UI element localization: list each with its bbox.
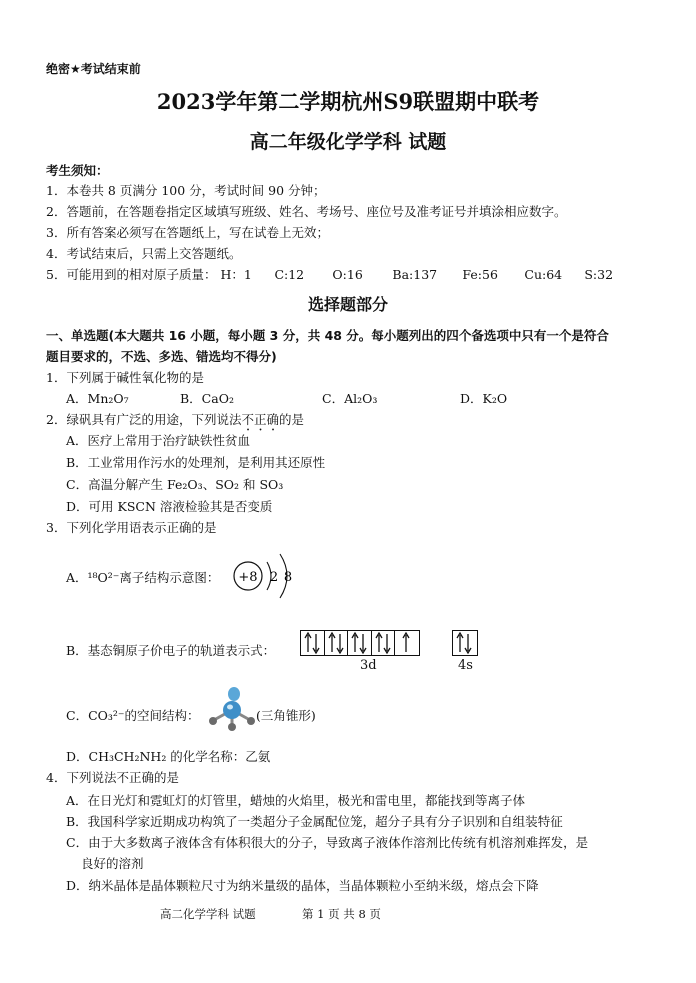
- q2-stem-before: 2．绿矾具有广泛的用途，下列说法: [46, 412, 242, 427]
- orbital-3d-box-1: [301, 631, 325, 655]
- ion-structure-diagram: [228, 545, 298, 605]
- notice-heading: 考生须知：: [46, 163, 109, 178]
- orbital-3d: [300, 630, 420, 656]
- orbital-3d-box-5: [395, 631, 419, 655]
- q2-option-d: D．可用 KSCN 溶液检验其是否变质: [66, 499, 273, 514]
- q3-stem: 3．下列化学用语表示正确的是: [46, 520, 217, 535]
- notice-item-4: 4．考试结束后，只需上交答题纸。: [46, 246, 242, 261]
- orbital-3d-box-3: [348, 631, 372, 655]
- confidential-label: 绝密★考试结束前: [46, 62, 141, 76]
- q3-option-c: C．CO₃²⁻的空间结构：: [66, 708, 200, 723]
- q4-option-a: A．在日光灯和霓虹灯的灯管里，蜡烛的火焰里，极光和雷电里，都能找到等离子体: [66, 793, 526, 808]
- notice-item-5: [46, 265, 613, 283]
- q4-option-c-continued: 良好的溶剂: [81, 856, 144, 871]
- section-title: 选择题部分: [307, 295, 388, 314]
- notice-item-1: 1．本卷共 8 页满分 100 分，考试时间 90 分钟；: [46, 183, 326, 198]
- q3-option-a-text: ¹⁸O²⁻离子结构示意图：: [87, 570, 220, 585]
- orbital-4s: [452, 630, 478, 656]
- footer-page-number: 第 1 页 共 8 页: [302, 907, 381, 921]
- orbital-3d-box-4: [372, 631, 396, 655]
- notice-item-2: 2．答题前，在答题卷指定区域填写班级、姓名、考场号、座位号及准考证号并填涂相应数字。: [46, 204, 567, 219]
- trigonal-pyramid-molecule-model: [204, 684, 260, 732]
- mass-s: S:32: [584, 267, 614, 282]
- q1-stem: 1．下列属于碱性氧化物的是: [46, 370, 204, 385]
- q2-option-b: B．工业常用作污水的处理剂，是利用其还原性: [66, 455, 326, 470]
- q3-option-b: B．基态铜原子价电子的轨道表示式：: [66, 643, 276, 658]
- mass-c: C:12: [274, 267, 305, 282]
- q1-option-c: C．Al₂O₃: [322, 391, 378, 406]
- mass-cu: Cu:64: [524, 267, 563, 282]
- q4-option-b: B．我国科学家近期成功构筑了一类超分子金属配位笼，超分子具有分子识别和自组装特征: [66, 814, 563, 829]
- instruction-line-2: 题目要求的，不选、多选、错选均不得分): [46, 349, 277, 364]
- q3-option-d: D．CH₃CH₂NH₂ 的化学名称：乙氨: [66, 749, 271, 764]
- q2-option-c: C．高温分解产生 Fe₂O₃、SO₂ 和 SO₃: [66, 477, 284, 492]
- q1-option-b: B．CaO₂: [180, 391, 234, 406]
- orbital-4s-label: 4s: [458, 658, 473, 673]
- exam-title: 2023学年第二学期杭州S9联盟期中联考: [156, 89, 540, 114]
- q3-option-c-note: (三角锥形): [256, 708, 316, 723]
- q4-option-d: D．纳米晶体是晶体颗粒尺寸为纳米量级的晶体，当晶体颗粒小至纳米级，熔点会下降: [66, 878, 539, 893]
- notice-item-3: 3．所有答案必须写在答题纸上，写在试卷上无效；: [46, 225, 329, 240]
- q2-stem-emphasis: 不正确: [241, 412, 279, 427]
- q2-stem-after: 的是: [278, 412, 304, 427]
- q3-option-a: [66, 568, 219, 586]
- orbital-3d-box-2: [325, 631, 349, 655]
- q1-option-a: A．Mn₂O₇: [66, 391, 129, 406]
- orbital-4s-box: [453, 631, 477, 655]
- q1-option-d: D．K₂O: [460, 391, 508, 406]
- footer-subject: 高二化学学科 试题: [160, 907, 256, 921]
- electron-shell-1-count: 2: [269, 570, 279, 585]
- mass-ba: Ba:137: [392, 267, 438, 282]
- electron-shell-2-count: 8: [283, 570, 293, 585]
- q3-option-a-prefix: A．: [66, 570, 88, 585]
- q4-stem: 4．下列说法不正确的是: [46, 770, 179, 785]
- instruction-line-1: 一、单选题(本大题共 16 小题，每小题 3 分，共 48 分。每小题列出的四个备选项中只有一个是符合: [46, 328, 609, 343]
- nucleus-charge: +8: [238, 570, 258, 585]
- mass-fe: Fe:56: [462, 267, 498, 282]
- mass-o: O:16: [332, 267, 363, 282]
- orbital-3d-label: 3d: [360, 658, 377, 673]
- notice-item-5-prefix: 5．可能用到的相对原子质量：: [46, 267, 217, 282]
- q2-option-a: A．医疗上常用于治疗缺铁性贫血: [66, 433, 251, 448]
- mass-h: H：1: [220, 267, 252, 282]
- q4-option-c: C．由于大多数离子液体含有体积很大的分子，导致离子液体作溶剂比传统有机溶剂难挥发，是: [66, 835, 589, 850]
- exam-subtitle: 高二年级化学学科 试题: [249, 131, 447, 153]
